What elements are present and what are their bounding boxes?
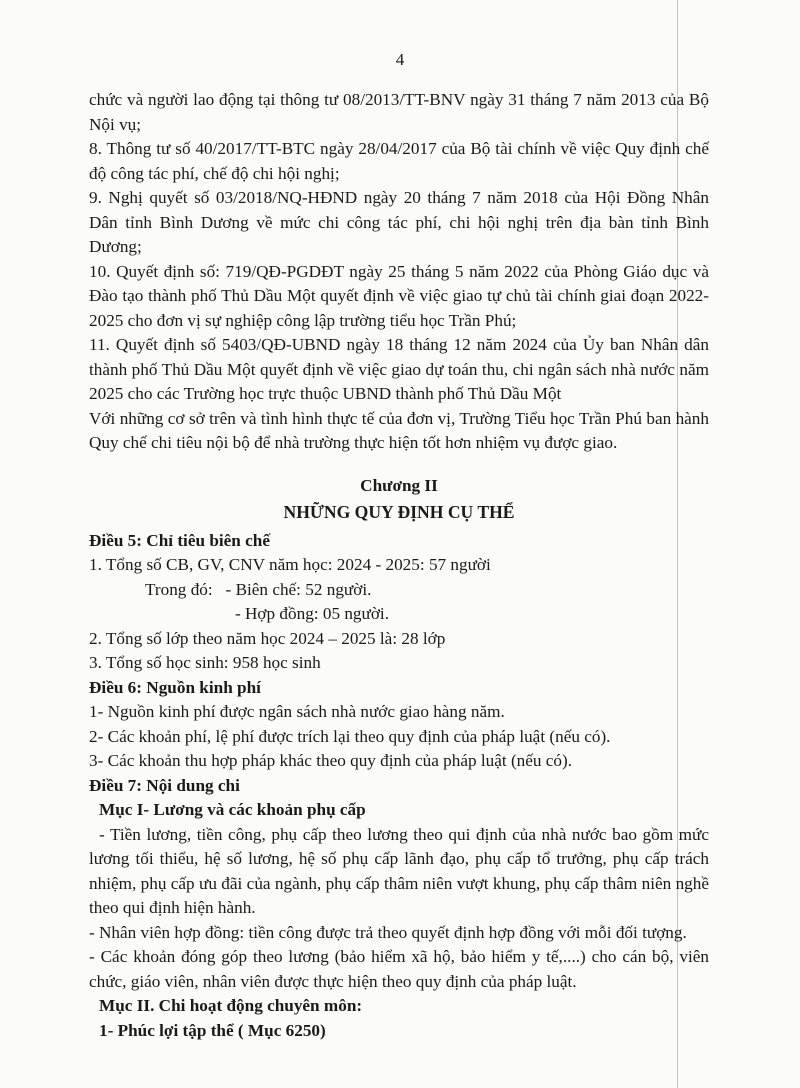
article-6-line-1: 1- Nguồn kinh phí được ngân sách nhà nước giao hàng năm. (89, 702, 505, 721)
article-5-heading: Điều 5: Chỉ tiêu biên chế (89, 530, 270, 550)
intro-paragraph-1: chức và người lao động tại thông tư 08/2013/TT-BNV ngày 31 tháng 7 năm 2013 của Bộ Nội vụ; (89, 90, 709, 134)
document-body (89, 88, 709, 1043)
article-6-heading: Điều 6: Nguồn kinh phí (89, 677, 261, 697)
page-number: 4 (395, 50, 405, 69)
article-5-line-3: - Hợp đồng: 05 người. (235, 604, 390, 623)
intro-paragraph-4: 10. Quyết định số: 719/QĐ-PGDĐT ngày 25 tháng 5 năm 2022 của Phòng Giáo dục và Đào tạo thành phố Thủ Dầu Một quyết định về việc giao tự chủ tài chính giai đoạn 2022-2025 cho đơn vị sự nghiệp công lập trường tiểu học Trần Phú; (89, 261, 709, 330)
article-7-heading: Điều 7: Nội dung chi (89, 775, 240, 795)
article-6-line-2: 2- Các khoản phí, lệ phí được trích lại theo quy định của pháp luật (nếu có). (89, 726, 611, 746)
section-1-bullet-2: - Nhân viên hợp đồng: tiền công được trả theo quyết định hợp đồng với mỗi đối tượng. (89, 922, 687, 942)
intro-paragraph-3: 9. Nghị quyết số 03/2018/NQ-HĐND ngày 20 tháng 7 năm 2018 của Hội Đồng Nhân Dân tỉnh Bình Dương về mức chi công tác phí, chi hội nghị trên địa bàn tỉnh Bình Dương; (89, 188, 709, 256)
intro-paragraph-5: 11. Quyết định số 5403/QĐ-UBND ngày 18 tháng 12 năm 2024 của Ủy ban Nhân dân thành phố Thủ Dầu Một quyết định về việc giao dự toán thu, chi ngân sách nhà nước năm 2025 cho các Trường học trực thuộc UBND thành phố Thủ Dầu Một (89, 335, 709, 403)
article-5-line-1: 1. Tổng số CB, GV, CNV năm học: 2024 - 2025: 57 người (89, 555, 491, 574)
chapter-title: NHỮNG QUY ĐỊNH CỤ THỂ (283, 502, 515, 522)
article-5-line-5: 3. Tổng số học sinh: 958 học sinh (89, 653, 321, 672)
intro-paragraph-6: Với những cơ sở trên và tình hình thực tế của đơn vị, Trường Tiểu học Trần Phú ban hành Quy chế chi tiêu nội bộ để nhà trường thực hiện tốt hơn nhiệm vụ được giao. (89, 408, 709, 452)
article-5-line-4: 2. Tổng số lớp theo năm học 2024 – 2025 là: 28 lớp (89, 628, 446, 648)
section-1-bullet-1: - Tiền lương, tiền công, phụ cấp theo lương theo qui định của nhà nước bao gồm mức lương tối thiểu, hệ số lương, hệ số phụ cấp lãnh đạo, phụ cấp tổ trưởng, phụ cấp trách nhiệm, phụ cấp ưu đãi của ngành, phụ cấp thâm niên vượt khung, phụ cấp thâm niên nghề theo qui định hiện hành. (89, 824, 709, 917)
article-5-line-2: Trong đó: - Biên chế: 52 người. (145, 579, 372, 599)
intro-paragraph-2: 8. Thông tư số 40/2017/TT-BTC ngày 28/04/2017 của Bộ tài chính về việc Quy định chế độ công tác phí, chế độ chi hội nghị; (89, 139, 709, 183)
chapter-label: Chương II (360, 475, 438, 495)
section-1-bullet-3: - Các khoản đóng góp theo lương (bảo hiểm xã hộ, bảo hiểm y tế,....) cho cán bộ, viên chức, giáo viên, nhân viên được thực hiện theo quy định của pháp luật. (89, 947, 709, 991)
article-6-line-3: 3- Các khoản thu hợp pháp khác theo quy định của pháp luật (nếu có). (89, 751, 573, 770)
section-2-item-1-heading: 1- Phúc lợi tập thể ( Mục 6250) (99, 1020, 326, 1040)
section-1-heading: Mục I- Lương và các khoản phụ cấp (99, 800, 366, 819)
section-2-heading: Mục II. Chi hoạt động chuyên môn: (99, 996, 363, 1015)
